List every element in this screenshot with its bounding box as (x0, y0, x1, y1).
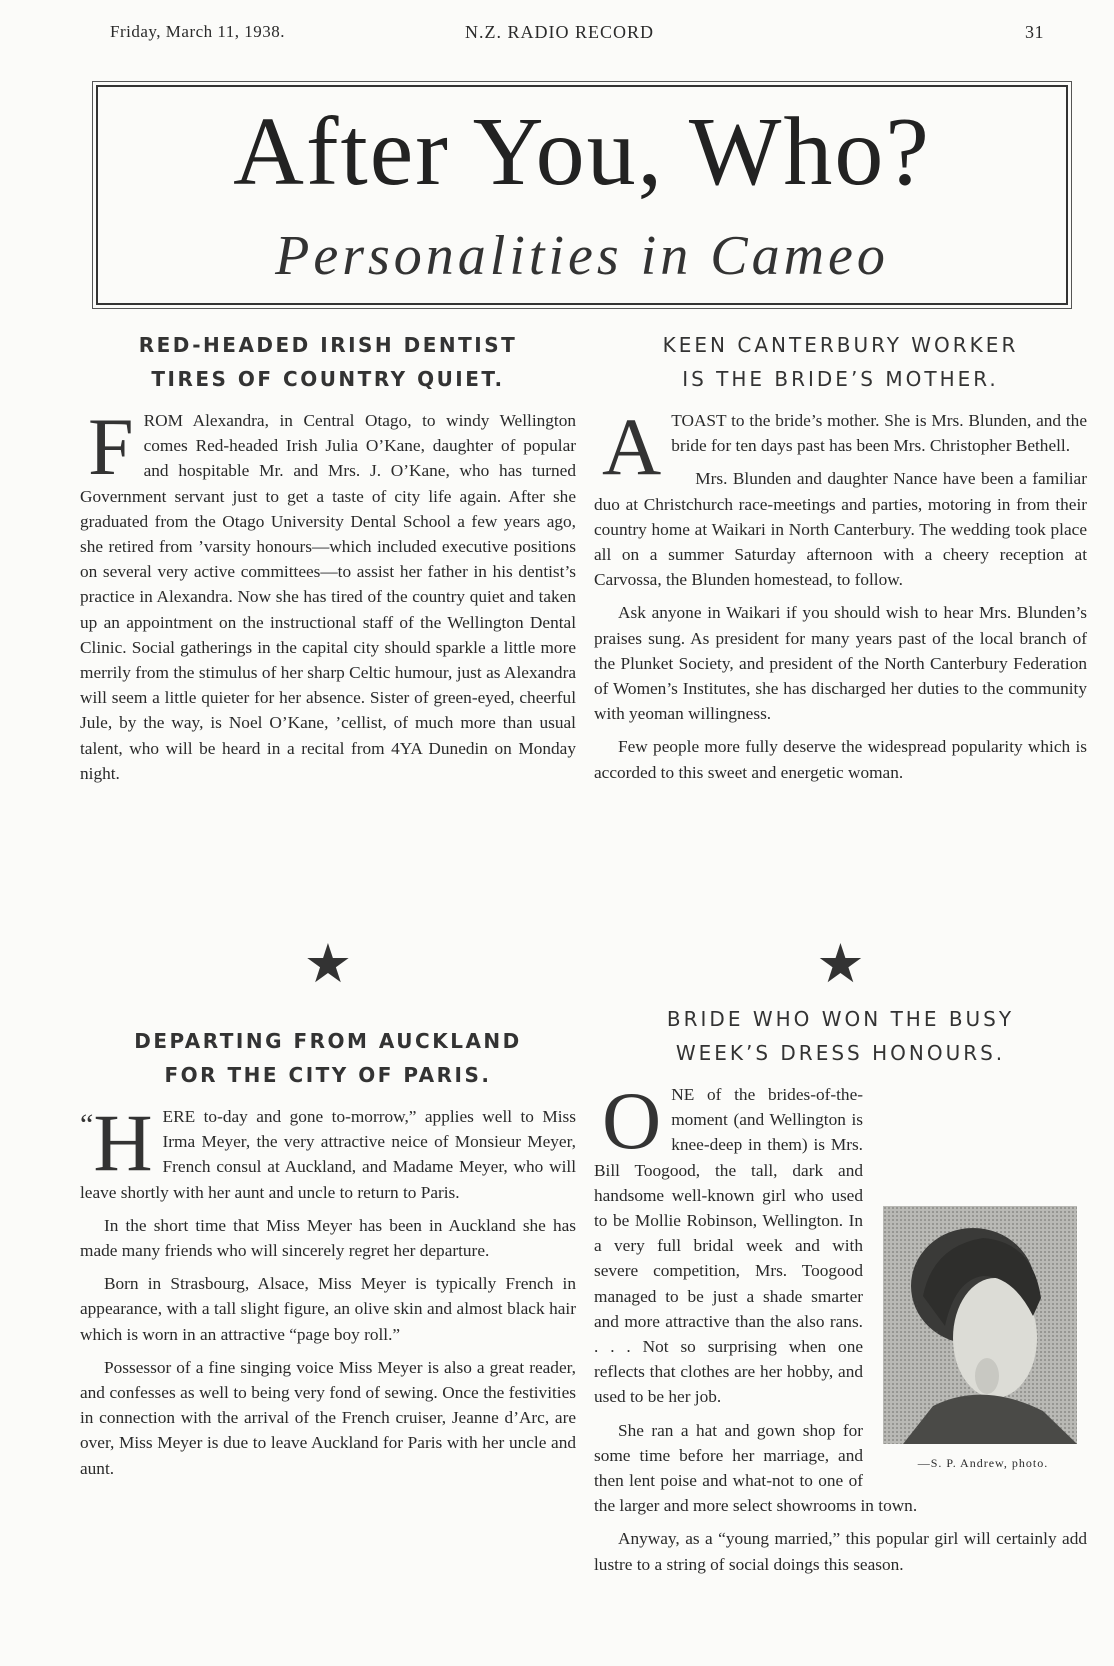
star-icon: ★ (303, 934, 353, 994)
ornament-star-left (80, 936, 576, 992)
photo-credit: —S. P. Andrew, photo. (917, 1456, 1049, 1470)
page-title: After You, Who? (233, 98, 931, 206)
article-canterbury-worker (594, 328, 1087, 793)
article-paragraph: In the short time that Miss Meyer has been in Auckland she has made many friends who will sincerely regret her departure. (80, 1215, 576, 1261)
drop-cap: A (602, 401, 662, 492)
article-paragraph: Anyway, as a “young married,” this popular girl will certainly add lustre to a string of social doings this season. (594, 1529, 1087, 1574)
article-heading: BRIDE WHO WON THE BUSY WEEK’S DRESS HONOURS. (666, 1007, 1015, 1065)
article-paragraph: She ran a hat and gown shop for some time before her marriage, and then lent poise and what-not to one of the larger and more select showrooms in town. (594, 1420, 918, 1516)
ornament-star-right (594, 936, 1087, 992)
publication-name: N.Z. RADIO RECORD (465, 22, 655, 42)
portrait-photo (883, 1206, 1077, 1444)
drop-cap: “H (80, 1097, 153, 1188)
article-paragraph: Few people more fully deserve the widespread popularity which is accorded to this sweet and energetic woman. (594, 737, 1087, 782)
article-heading: RED-HEADED IRISH DENTIST TIRES OF COUNTRY QUIET. (138, 333, 518, 391)
article-paragraph: Possessor of a fine singing voice Miss Meyer is also a great reader, and confesses as well to being very fond of sewing. Once the festivities in connection with the arrival of the French cruiser, Jeanne d’Arc, are over, Miss Meyer is due to leave Auckland for Paris with her uncle and aunt. (80, 1357, 576, 1478)
article-paragraph: ATOAST to the bride’s mother. She is Mrs. Blunden, and the bride for ten days past has been Mrs. Christopher Bethell. (602, 401, 1087, 492)
article-paragraph: O —S. P. Andrew, photo. NE of the brides-of-the-moment (and Wellington is knee-deep in them) is Mrs. Bill Toogood, the tall, dark and handsome well-known girl who used to be Mollie Robinson, Wellington. In a very full bridal week and with severe competition, Mrs. Toogood managed to be just a shade smarter and more attractive than the also rans. . . . Not so surprising when one reflects that clothes are her hobby, and used to be her job. (594, 1082, 1087, 1410)
drop-cap: O (602, 1075, 662, 1166)
issue-date: Friday, March 11, 1938. (110, 22, 286, 41)
article-heading: KEEN CANTERBURY WORKER IS THE BRIDE’S MOTHER. (662, 333, 1019, 391)
article-paragraph: Born in Strasbourg, Alsace, Miss Meyer is typically French in appearance, with a tall slight figure, an olive skin and almost black hair which is worn in an attractive “page boy roll.” (80, 1274, 576, 1344)
article-bride-dress-honours (594, 1002, 1087, 1585)
page-subtitle: Personalities in Cameo (275, 225, 889, 287)
article-paragraph: FROM Alexandra, in Central Otago, to windy Wellington comes Red-headed Irish Julia O’Kane, daughter of popular and hospitable Mr. and Mrs. J. O’Kane, who has turned Government servant just to get a taste of city life again. After she graduated from the Otago University Dental School a few years ago, she retired from ’varsity honours—which included executive positions on several very active committees—to assist her father in his dentist’s practice in Alexandra. Now she has tired of the country quiet and taken up an appointment on the instructional staff of the Wellington Dental Clinic. Social gatherings in the capital city should sparkle a little more merrily from the stimulus of her sharp Celtic humour, just as Alexandra will seem a little quieter for her absence. Sister of green-eyed, cheerful Jule, by the way, is Noel O’Kane, ’cellist, of much more than usual talent, who will be heard in a recital from 4YA Dunedin on Monday night. (80, 401, 576, 783)
article-departing-auckland (80, 1024, 576, 1489)
article-irish-dentist (80, 328, 576, 794)
article-paragraph: Mrs. Blunden and daughter Nance have been a familiar duo at Christchurch race-meetings and parties, motoring in from their country home at Waikari in North Canterbury. The wedding took place all on a summer Saturday afternoon with a cheery reception at Carvossa, the Blunden homestead, to follow. (594, 469, 1087, 590)
page-header (110, 22, 1044, 50)
star-icon: ★ (816, 934, 865, 994)
article-heading: DEPARTING FROM AUCKLAND FOR THE CITY OF PARIS. (134, 1029, 522, 1087)
portrait-image (883, 1206, 1077, 1444)
title-box (96, 85, 1068, 305)
portrait-photo-block (879, 1206, 1087, 1470)
page-number: 31 (1025, 22, 1044, 42)
article-paragraph: Ask anyone in Waikari if you should wish to hear Mrs. Blunden’s praises sung. As president for many years past of the local branch of the Plunket Society, and president of the North Canterbury Federation of Women’s Institutes, she has discharged her duties to the community with yeoman willingness. (594, 603, 1087, 724)
drop-cap: F (88, 401, 134, 492)
article-paragraph: “H ERE to-day and gone to-morrow,” applies well to Miss Irma Meyer, the very attractive neice of Monsieur Meyer, French consul at Auckland, and Madame Meyer, who will leave shortly with her aunt and uncle to return to Paris. (80, 1097, 576, 1202)
